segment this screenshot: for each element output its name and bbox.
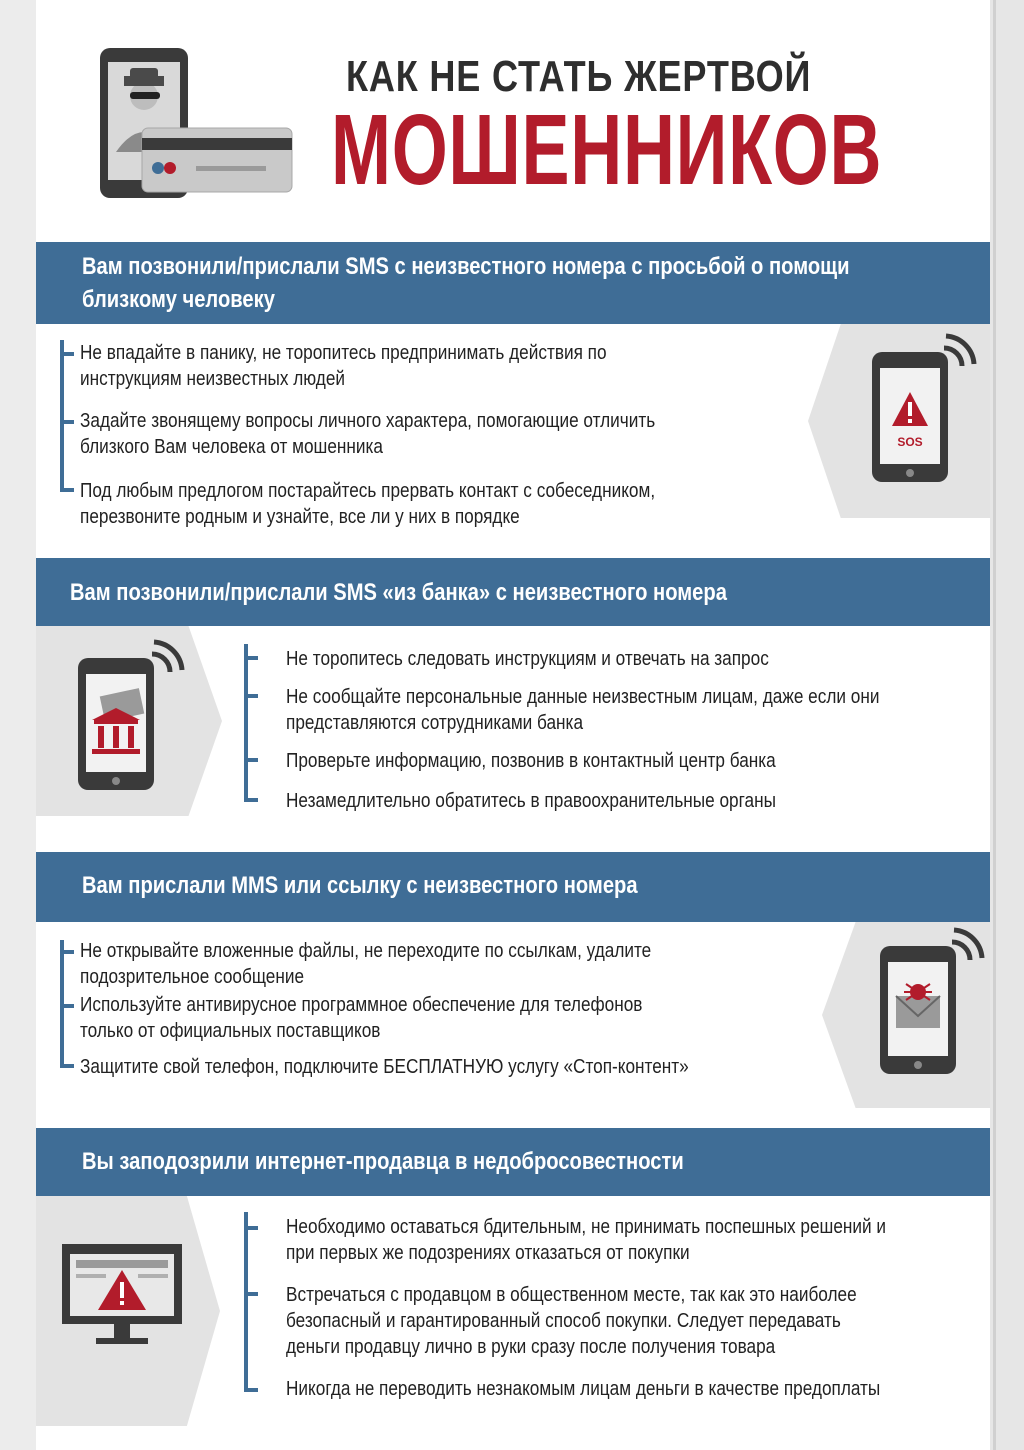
section-1-bracket: [60, 340, 64, 490]
phone-fraudster-card-icon: [96, 42, 296, 202]
section-1-item: Не впадайте в панику, не торопитесь предпринимать действия по инструкциям неизвестных людей: [80, 342, 607, 390]
title-line-2: МОШЕННИКОВ: [331, 94, 883, 206]
section-1-heading-line-1: Вам позвонили/прислали SMS с неизвестного номера с просьбой о помощи: [82, 253, 850, 280]
section-3-item: Защитите свой телефон, подключите БЕСПЛАТНУЮ услугу «Стоп-контент»: [80, 1056, 689, 1078]
section-4-bracket: [244, 1212, 248, 1392]
section-2-item: Не торопитесь следовать инструкциям и отвечать на запрос: [286, 648, 769, 670]
section-3-item: Не открывайте вложенные файлы, не переходите по ссылкам, удалите подозрительное сообщение: [80, 940, 652, 988]
section-1-item: Под любым предлогом постарайтесь прервать контакт с собеседником, перезвоните родным и узнайте, все ли у них в порядке: [80, 480, 656, 528]
phone-bank-icon: [72, 636, 192, 800]
section-1-tick: [60, 352, 74, 356]
section-2-bracket: [244, 644, 248, 802]
section-1-heading-line-2: близкому человеку: [82, 286, 275, 313]
section-1-heading: [36, 242, 990, 324]
section-4-item: Никогда не переводить незнакомым лицам деньги в качестве предоплаты: [286, 1378, 881, 1400]
section-4-tick: [244, 1388, 258, 1392]
section-4-heading: [36, 1128, 990, 1196]
section-2-tick: [244, 798, 258, 802]
phone-virus-mail-icon: [870, 926, 990, 1082]
section-1-item: Задайте звонящему вопросы личного характера, помогающие отличить близкого Вам человека от мошенника: [80, 410, 656, 458]
header: [36, 0, 990, 240]
section-4-heading-line-1: Вы заподозрили интернет-продавца в недобросовестности: [82, 1148, 684, 1175]
right-margin-line: [993, 0, 996, 1450]
section-3-item: Используйте антивирусное программное обеспечение для телефонов только от официальных поставщиков: [80, 994, 643, 1042]
sos-label: SOS: [897, 435, 923, 449]
section-4-tick: [244, 1292, 258, 1296]
section-4-item: Необходимо оставаться бдительным, не принимать поспешных решений и при первых же подозрениях отказаться от покупки: [286, 1216, 887, 1264]
monitor-warning-icon: [58, 1240, 188, 1360]
section-2-item: Проверьте информацию, позвонив в контактный центр банка: [286, 750, 776, 772]
section-4-item: Встречаться с продавцом в общественном месте, так как это наиболее безопасный и гарантированный способ покупки. Следует передавать деньги продавцу лично в руки сразу после получения товара: [286, 1284, 857, 1358]
section-3-tick: [60, 1064, 74, 1068]
section-2-tick: [244, 694, 258, 698]
section-1-tick: [60, 420, 74, 424]
title-line-1: КАК НЕ СТАТЬ ЖЕРТВОЙ: [346, 52, 812, 101]
section-1-tick: [60, 488, 74, 492]
section-3-heading-line-1: Вам прислали MMS или ссылку с неизвестного номера: [82, 872, 638, 899]
section-2-item: Не сообщайте персональные данные неизвестным лицам, даже если они представляются сотрудниками банка: [286, 686, 880, 734]
section-2-item: Незамедлительно обратитесь в правоохранительные органы: [286, 790, 776, 812]
left-margin: [0, 0, 36, 1450]
section-2-heading-line-1: Вам позвонили/прислали SMS «из банка» с неизвестного номера: [70, 579, 727, 606]
section-2-heading: [36, 558, 990, 626]
section-2-tick: [244, 758, 258, 762]
section-3-tick: [60, 1004, 74, 1008]
section-3-heading: [36, 852, 990, 922]
section-2-tick: [244, 656, 258, 660]
section-4-tick: [244, 1226, 258, 1230]
section-3-tick: [60, 950, 74, 954]
phone-sos-icon: [862, 330, 982, 490]
